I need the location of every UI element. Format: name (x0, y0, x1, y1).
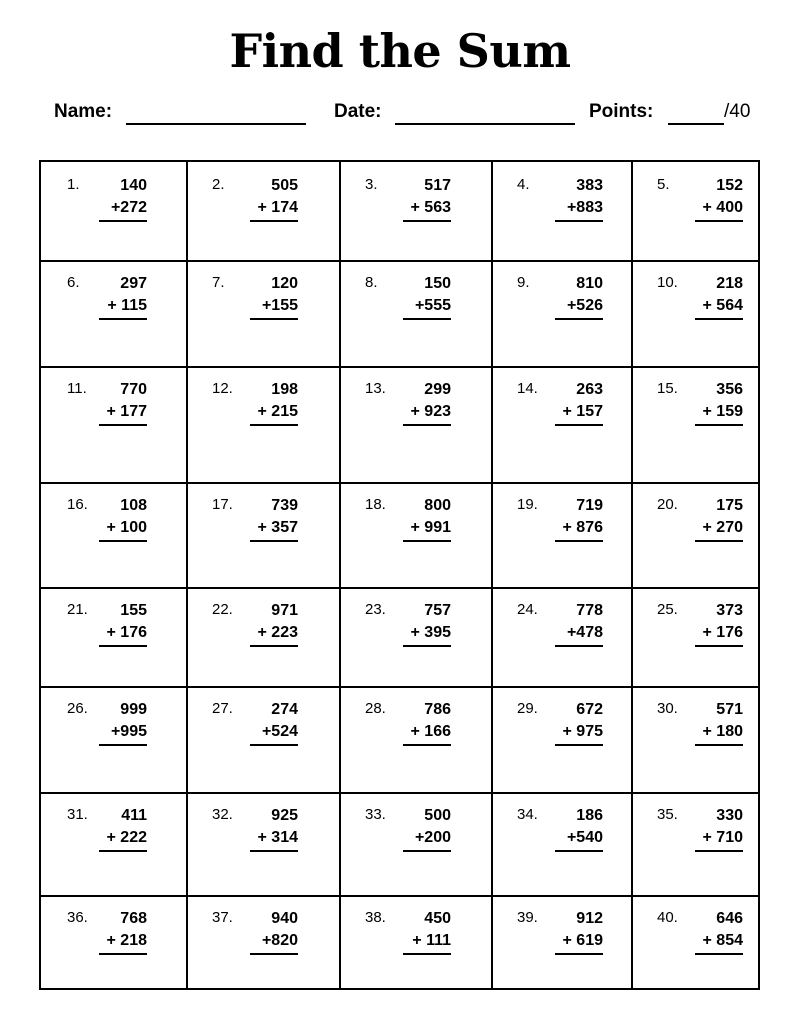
addend-top: 140 (120, 177, 147, 194)
addend-bottom: + 177 (99, 401, 147, 426)
addend-bottom: + 854 (695, 930, 743, 955)
addend-top: 175 (716, 497, 743, 514)
addend-bottom: + 991 (403, 517, 451, 542)
problem-number: 34. (517, 806, 538, 823)
grid-divider (41, 260, 758, 262)
problem-number: 13. (365, 380, 386, 397)
problem-number: 25. (657, 601, 678, 618)
addend-bottom: +526 (555, 295, 603, 320)
problem-number: 20. (657, 496, 678, 513)
addition-problem (403, 805, 451, 852)
addend-top: 218 (716, 275, 743, 292)
addition-problem (695, 379, 743, 426)
addend-top: 505 (271, 177, 298, 194)
addition-problem (403, 699, 451, 746)
grid-divider (631, 162, 633, 988)
addend-bottom: + 166 (403, 721, 451, 746)
problem-number: 14. (517, 380, 538, 397)
problem-number: 36. (67, 909, 88, 926)
addition-problem (555, 805, 603, 852)
addend-bottom: +883 (555, 197, 603, 222)
problem-number: 2. (212, 176, 225, 193)
addend-top: 912 (576, 910, 603, 927)
problem-number: 12. (212, 380, 233, 397)
addend-top: 411 (121, 807, 147, 824)
addend-top: 373 (716, 602, 743, 619)
addition-problem (250, 379, 298, 426)
problem-number: 33. (365, 806, 386, 823)
addend-top: 646 (716, 910, 743, 927)
addend-top: 356 (716, 381, 743, 398)
addition-problem (99, 495, 147, 542)
addend-bottom: +155 (250, 295, 298, 320)
addition-problem (403, 908, 451, 955)
addend-top: 150 (424, 275, 451, 292)
problem-number: 1. (67, 176, 80, 193)
addend-bottom: + 619 (555, 930, 603, 955)
problem-grid (39, 160, 760, 990)
problem-number: 7. (212, 274, 225, 291)
addition-problem (403, 175, 451, 222)
addend-top: 108 (120, 497, 147, 514)
addend-bottom: +272 (99, 197, 147, 222)
addend-bottom: + 218 (99, 930, 147, 955)
addend-bottom: + 111 (403, 930, 451, 955)
addend-top: 383 (576, 177, 603, 194)
addition-problem (250, 699, 298, 746)
addend-bottom: + 100 (99, 517, 147, 542)
addition-problem (250, 908, 298, 955)
addition-problem (555, 600, 603, 647)
problem-number: 9. (517, 274, 530, 291)
addend-top: 778 (576, 602, 603, 619)
points-label: Points: (589, 101, 654, 122)
problem-number: 30. (657, 700, 678, 717)
grid-divider (41, 895, 758, 897)
addition-problem (555, 699, 603, 746)
problem-number: 24. (517, 601, 538, 618)
problem-number: 10. (657, 274, 678, 291)
addition-problem (99, 908, 147, 955)
addition-problem (555, 379, 603, 426)
addend-top: 768 (120, 910, 147, 927)
addend-top: 672 (576, 701, 603, 718)
problem-number: 11. (67, 380, 87, 397)
addition-problem (99, 273, 147, 320)
addend-top: 274 (271, 701, 298, 718)
addend-bottom: + 357 (250, 517, 298, 542)
addition-problem (403, 600, 451, 647)
addend-top: 198 (271, 381, 298, 398)
addend-top: 739 (271, 497, 298, 514)
addend-bottom: + 176 (99, 622, 147, 647)
addend-bottom: + 157 (555, 401, 603, 426)
addend-bottom: +540 (555, 827, 603, 852)
addend-top: 263 (576, 381, 603, 398)
date-field[interactable] (395, 123, 575, 125)
addition-problem (695, 699, 743, 746)
addend-bottom: + 975 (555, 721, 603, 746)
problem-number: 22. (212, 601, 233, 618)
addend-top: 786 (424, 701, 451, 718)
problem-number: 3. (365, 176, 378, 193)
addition-problem (403, 495, 451, 542)
addend-bottom: + 923 (403, 401, 451, 426)
date-label: Date: (334, 101, 382, 122)
grid-divider (41, 366, 758, 368)
addend-bottom: + 174 (250, 197, 298, 222)
addend-bottom: + 270 (695, 517, 743, 542)
addend-top: 330 (716, 807, 743, 824)
addition-problem (695, 805, 743, 852)
addend-bottom: + 159 (695, 401, 743, 426)
addition-problem (250, 805, 298, 852)
addend-bottom: +524 (250, 721, 298, 746)
addend-top: 186 (576, 807, 603, 824)
addend-top: 800 (424, 497, 451, 514)
addend-bottom: +555 (403, 295, 451, 320)
addend-top: 297 (120, 275, 147, 292)
addend-bottom: +995 (99, 721, 147, 746)
addend-bottom: + 563 (403, 197, 451, 222)
addend-top: 517 (424, 177, 451, 194)
problem-number: 15. (657, 380, 678, 397)
problem-number: 32. (212, 806, 233, 823)
addend-bottom: + 395 (403, 622, 451, 647)
addend-top: 719 (576, 497, 603, 514)
name-label: Name: (54, 101, 113, 122)
addend-bottom: + 180 (695, 721, 743, 746)
problem-number: 4. (517, 176, 530, 193)
addend-top: 999 (120, 701, 147, 718)
problem-number: 18. (365, 496, 386, 513)
addend-top: 120 (271, 275, 298, 292)
addition-problem (250, 600, 298, 647)
addend-bottom: + 876 (555, 517, 603, 542)
addend-top: 500 (424, 807, 451, 824)
problem-number: 38. (365, 909, 386, 926)
addition-problem (695, 273, 743, 320)
grid-divider (41, 686, 758, 688)
problem-number: 29. (517, 700, 538, 717)
problem-number: 21. (67, 601, 88, 618)
problem-number: 27. (212, 700, 233, 717)
addition-problem (403, 379, 451, 426)
problem-number: 17. (212, 496, 233, 513)
points-total: /40 (724, 101, 751, 122)
addend-top: 940 (271, 910, 298, 927)
addition-problem (250, 495, 298, 542)
page-title: Find the Sum (229, 24, 571, 78)
grid-divider (339, 162, 341, 988)
problem-number: 28. (365, 700, 386, 717)
addition-problem (250, 273, 298, 320)
grid-divider (41, 587, 758, 589)
addition-problem (250, 175, 298, 222)
addend-bottom: + 222 (99, 827, 147, 852)
problem-number: 37. (212, 909, 233, 926)
addend-top: 450 (424, 910, 451, 927)
addition-problem (695, 175, 743, 222)
addend-top: 571 (716, 701, 743, 718)
problem-number: 35. (657, 806, 678, 823)
addition-problem (555, 908, 603, 955)
grid-divider (41, 792, 758, 794)
addition-problem (555, 495, 603, 542)
addend-bottom: +820 (250, 930, 298, 955)
problem-number: 16. (67, 496, 88, 513)
addition-problem (403, 273, 451, 320)
addition-problem (695, 908, 743, 955)
addend-bottom: + 215 (250, 401, 298, 426)
addend-bottom: + 176 (695, 622, 743, 647)
addend-top: 971 (271, 602, 298, 619)
addend-bottom: +478 (555, 622, 603, 647)
addition-problem (555, 175, 603, 222)
addition-problem (99, 379, 147, 426)
grid-divider (186, 162, 188, 988)
problem-number: 39. (517, 909, 538, 926)
addend-bottom: + 710 (695, 827, 743, 852)
points-field[interactable] (668, 123, 724, 125)
addend-bottom: + 314 (250, 827, 298, 852)
problem-number: 6. (67, 274, 80, 291)
addition-problem (555, 273, 603, 320)
addition-problem (695, 600, 743, 647)
addition-problem (99, 805, 147, 852)
addend-bottom: + 400 (695, 197, 743, 222)
problem-number: 31. (67, 806, 88, 823)
addend-top: 925 (271, 807, 298, 824)
addend-top: 810 (576, 275, 603, 292)
addition-problem (99, 699, 147, 746)
problem-number: 26. (67, 700, 88, 717)
problem-number: 8. (365, 274, 378, 291)
addition-problem (99, 175, 147, 222)
grid-divider (491, 162, 493, 988)
addend-top: 152 (716, 177, 743, 194)
addition-problem (695, 495, 743, 542)
addend-bottom: + 223 (250, 622, 298, 647)
addend-bottom: +200 (403, 827, 451, 852)
problem-number: 19. (517, 496, 538, 513)
addition-problem (99, 600, 147, 647)
addend-bottom: + 564 (695, 295, 743, 320)
addend-top: 299 (424, 381, 451, 398)
grid-divider (41, 482, 758, 484)
addend-bottom: + 115 (99, 295, 147, 320)
addend-top: 770 (120, 381, 147, 398)
problem-number: 40. (657, 909, 678, 926)
problem-number: 5. (657, 176, 670, 193)
addend-top: 757 (424, 602, 451, 619)
problem-number: 23. (365, 601, 386, 618)
name-field[interactable] (126, 123, 306, 125)
addend-top: 155 (120, 602, 147, 619)
